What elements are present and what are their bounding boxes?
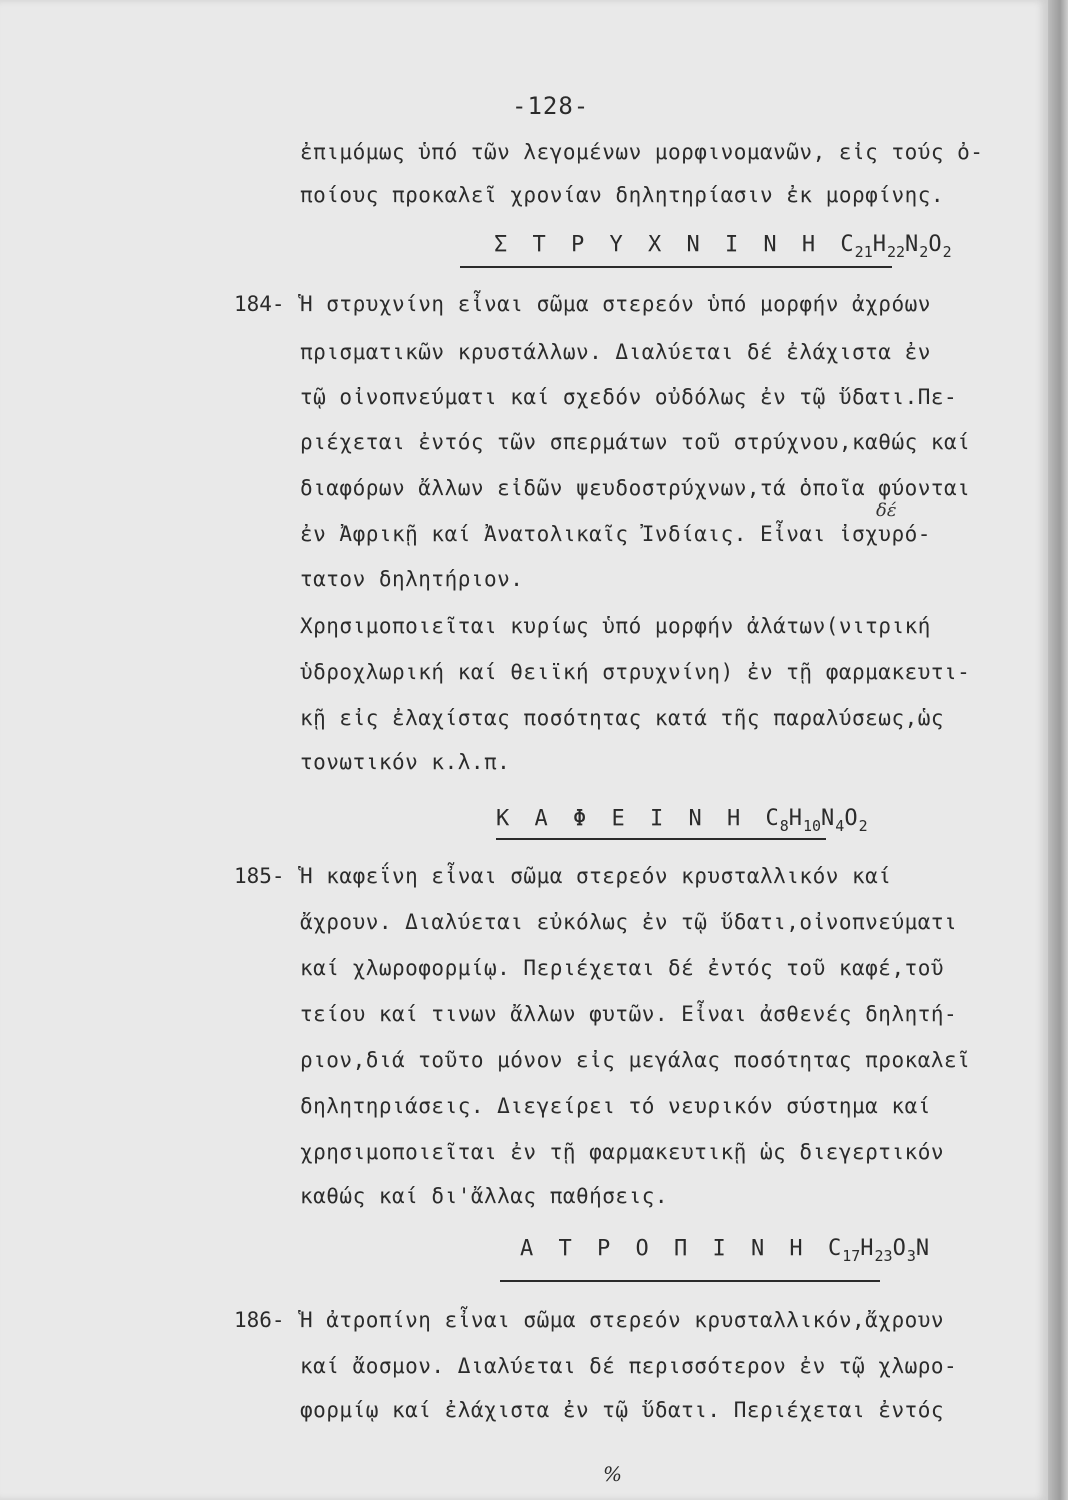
text-line: Ἡ ἀτροπίνη εἶναι σῶμα στερεόν κρυσταλλικόν,ἄχρουν — [300, 1308, 945, 1332]
intro-line-2: ποίους προκαλεῖ χρονίαν δηλητηρίασιν ἐκ μορφίνης. — [300, 183, 945, 207]
section-heading-strychnine — [494, 232, 952, 261]
text-line: καί ἄοσμον. Διαλύεται δέ περισσότερον ἐν τῷ χλωρο- — [300, 1354, 958, 1378]
page-edge — [1048, 0, 1068, 1500]
heading-name: Κ Α Φ Ε Ι Ν Η — [496, 806, 747, 831]
heading-name: Α Τ Ρ Ο Π Ι Ν Η — [520, 1236, 809, 1261]
section-heading-atropine — [520, 1236, 930, 1265]
text-line: ὑδροχλωρική καί θειϊκή στρυχνίνη) ἐν τῇ φαρμακευτι- — [300, 660, 971, 684]
heading-underline — [460, 266, 892, 268]
text-line: καθώς καί δι'ἄλλας παθήσεις. — [300, 1184, 669, 1208]
text-line: καί χλωροφορμίῳ. Περιέχεται δέ ἐντός τοῦ καφέ,τοῦ — [300, 956, 945, 980]
text-line: τατον δηλητήριον. — [300, 567, 524, 591]
heading-underline — [500, 1280, 880, 1282]
text-line: Χρησιμοποιεῖται κυρίως ὑπό μορφήν ἀλάτων(νιτρική — [300, 614, 931, 638]
text-line: τείου καί τινων ἄλλων φυτῶν. Εἶναι ἀσθενές δηλητή- — [300, 1002, 958, 1026]
text-line: ριέχεται ἐντός τῶν σπερμάτων τοῦ στρύχνου,καθώς καί — [300, 430, 971, 454]
heading-name: Σ Τ Ρ Υ Χ Ν Ι Ν Η — [494, 232, 822, 257]
intro-line-1: ἐπιμόμως ὑπό τῶν λεγομένων μορφινομανῶν, εἰς τούς ὀ- — [300, 140, 984, 164]
text-line: τῷ οἰνοπνεύματι καί σχεδόν οὐδόλως ἐν τῷ ὕδατι.Πε- — [300, 385, 958, 409]
text-line: δηλητηριάσεις. Διεγείρει τό νευρικόν σύστημα καί — [300, 1094, 931, 1118]
text-line: χρησιμοποιεῖται ἐν τῇ φαρμακευτικῇ ὡς διεγερτικόν — [300, 1140, 945, 1164]
chemical-formula: $C_8H_{10}N_4O_2$ — [765, 806, 868, 835]
paragraph-number: 184- — [234, 292, 285, 316]
text-line: ριον,διά τοῦτο μόνον εἰς μεγάλας ποσότητας προκαλεῖ — [300, 1048, 971, 1072]
handwritten-annotation: δέ — [876, 500, 897, 521]
chemical-formula: $C_{21}H_{22}N_2O_2$ — [840, 232, 952, 261]
page-number: -128- — [512, 92, 590, 120]
text-line: τονωτικόν κ.λ.π. — [300, 750, 511, 774]
text-line: κῇ εἰς ἐλαχίστας ποσότητας κατά τῆς παραλύσεως,ὡς — [300, 706, 945, 730]
text-line: φορμίῳ καί ἐλάχιστα ἐν τῷ ὕδατι. Περιέχεται ἐντός — [300, 1398, 945, 1422]
footer-mark: % — [603, 1462, 623, 1486]
text-line: ἄχρουν. Διαλύεται εὐκόλως ἐν τῷ ὕδατι,οἰνοπνεύματι — [300, 910, 958, 934]
text-line: Ἡ στρυχνίνη εἶναι σῶμα στερεόν ὑπό μορφήν ἀχρόων — [300, 292, 931, 316]
text-line: Ἡ καφεΐνη εἶναι σῶμα στερεόν κρυσταλλικόν καί — [300, 864, 892, 888]
heading-underline — [496, 838, 826, 840]
section-heading-caffeine — [496, 806, 868, 835]
text-line: ἐν Ἀφρικῇ καί Ἀνατολικαῖς Ἰνδίαις. Εἶναι ἰσχυρό- — [300, 522, 931, 546]
paragraph-number: 186- — [234, 1308, 285, 1332]
text-line: διαφόρων ἄλλων εἰδῶν ψευδοστρύχνων,τά ὁποῖα φύονται — [300, 476, 971, 500]
text-line: πρισματικῶν κρυστάλλων. Διαλύεται δέ ἐλάχιστα ἐν — [300, 340, 931, 364]
chemical-formula: $C_{17}H_{23}O_3N$ — [827, 1236, 931, 1265]
paragraph-number: 185- — [234, 864, 285, 888]
